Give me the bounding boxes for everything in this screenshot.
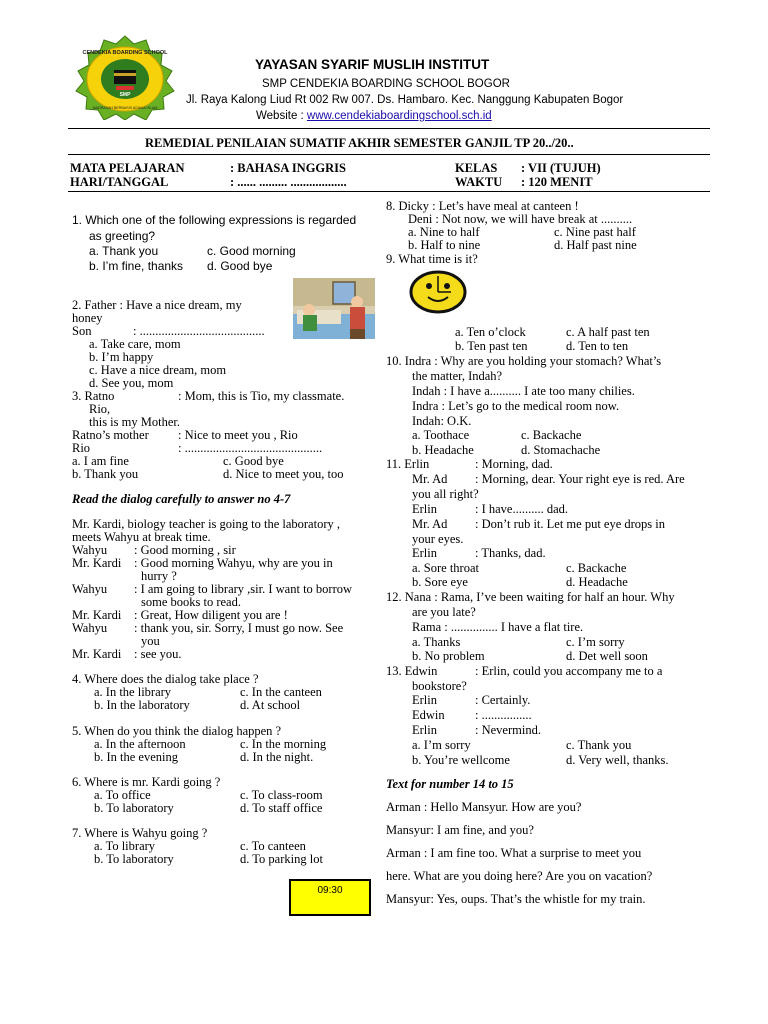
q4-option-b[interactable]: b. In the laboratory <box>94 698 190 712</box>
q11-line: : Don’t rub it. Let me put eye drops in <box>475 517 666 531</box>
q13-speaker: 13. Edwin <box>386 664 438 678</box>
q12-line2: are you late? <box>412 605 476 619</box>
q2-son-value: : ........................................ <box>133 324 265 338</box>
q12-option-b[interactable]: b. No problem <box>412 649 485 663</box>
dialog-line-cont: some books to read. <box>141 595 241 609</box>
q2-option-c[interactable]: c. Have a nice dream, mom <box>89 363 227 377</box>
dialog-speaker: Mr. Kardi <box>72 608 122 622</box>
q3-line2: Rio, <box>89 402 111 416</box>
q8-option-b[interactable]: b. Half to nine <box>408 238 481 252</box>
q12-option-a[interactable]: a. Thanks <box>412 635 461 649</box>
passage-line1: Arman : Hello Mansyur. How are you? <box>386 800 582 814</box>
analog-clock-icon <box>409 270 467 314</box>
dialog-speaker: Mr. Kardi <box>72 556 122 570</box>
q8-line1: 8. Dicky : Let’s have meal at canteen ! <box>386 199 579 213</box>
q9-option-b[interactable]: b. Ten past ten <box>455 339 528 353</box>
q11-speaker: Erlin <box>412 546 437 560</box>
q11-option-c[interactable]: c. Backache <box>566 561 627 575</box>
q7-question: 7. Where is Wahyu going ? <box>72 826 208 840</box>
q3-mother-label: Ratno’s mother <box>72 428 149 442</box>
q10-option-a[interactable]: a. Toothace <box>412 428 470 442</box>
dialog-line: : Good morning , sir <box>134 543 236 557</box>
q13-line: : ................ <box>475 708 532 722</box>
dialog-speaker: Mr. Kardi <box>72 647 122 661</box>
q10-option-c[interactable]: c. Backache <box>521 428 582 442</box>
website-label: Website : <box>256 110 307 122</box>
q1-option-b[interactable]: b. I’m fine, thanks <box>89 259 184 273</box>
q8-line2: Deni : Not now, we will have break at .......... <box>408 212 633 226</box>
class-value: : VII (TUJUH) <box>521 161 601 175</box>
q13-speaker: Edwin <box>412 708 445 722</box>
q11-line: : Thanks, dad. <box>475 546 546 560</box>
q13-line: : Certainly. <box>475 693 531 707</box>
dialog-line: : I am going to library ,sir. I want to borrow <box>134 582 353 596</box>
q3-option-d[interactable]: d. Nice to meet you, too <box>223 467 344 481</box>
passage-line3: Arman : I am fine too. What a surprise to meet you <box>386 846 642 860</box>
q8-option-a[interactable]: a. Nine to half <box>408 225 480 239</box>
q12-option-d[interactable]: d. Det well soon <box>566 649 648 663</box>
q4-question: 4. Where does the dialog take place ? <box>72 672 259 686</box>
q10-line1: 10. Indra : Why are you holding your stomach? What’s <box>386 354 662 368</box>
dialog-intro-line2: meets Wahyu at break time. <box>72 530 211 544</box>
dialog-intro-line1: Mr. Kardi, biology teacher is going to the laboratory , <box>72 517 340 531</box>
bedtime-illustration <box>293 278 375 339</box>
q11-option-a[interactable]: a. Sore throat <box>412 561 479 575</box>
section-heading-4-7: Read the dialog carefully to answer no 4-7 <box>72 492 291 506</box>
time-value: : 120 MENIT <box>521 175 593 189</box>
q12-option-c[interactable]: c. I’m sorry <box>566 635 625 649</box>
passage-line4: here. What are you doing here? Are you on vacation? <box>386 869 653 883</box>
q2-line2: honey <box>72 311 103 325</box>
digital-clock-box <box>289 879 371 916</box>
q13-speaker: Erlin <box>412 723 437 737</box>
q10-line5: Indah: O.K. <box>412 414 472 428</box>
dialog-line: : Great, How diligent you are ! <box>134 608 288 622</box>
q12-line1: 12. Nana : Rama, I’ve been waiting for half an hour. Why <box>386 590 675 604</box>
dialog-line-cont: you <box>141 634 160 648</box>
q6-option-c[interactable]: c. To class-room <box>240 788 323 802</box>
dialog-speaker: Wahyu <box>72 543 108 557</box>
q1-line1: 1. Which one of the following expressions is regarded <box>72 213 357 227</box>
title-divider <box>68 154 710 155</box>
dialog-line: : thank you, sir. Sorry, I must go now. See <box>134 621 344 635</box>
date-label: HARI/TANGGAL <box>70 175 169 189</box>
date-value: : ...... ......... .................. <box>230 175 347 189</box>
q9-option-c[interactable]: c. A half past ten <box>566 325 650 339</box>
meta-divider <box>68 191 710 192</box>
q13-speaker: Erlin <box>412 693 437 707</box>
q11-speaker: Erlin <box>412 502 437 516</box>
q5-option-b[interactable]: b. In the evening <box>94 750 179 764</box>
q13-option-a[interactable]: a. I’m sorry <box>412 738 471 752</box>
q5-option-d[interactable]: d. In the night. <box>240 750 314 764</box>
q11-speaker: 11. Erlin <box>386 457 430 471</box>
logo-top-text: CENDEKIA BOARDING SCHOOL <box>82 50 168 56</box>
q1-line2: as greeting? <box>89 229 156 243</box>
class-label: KELAS <box>455 161 498 175</box>
q11-speaker: Mr. Ad <box>412 472 448 486</box>
q9-option-d[interactable]: d. Ten to ten <box>566 339 629 353</box>
subject-label: MATA PELAJARAN <box>70 161 185 175</box>
q3-option-c[interactable]: c. Good bye <box>223 454 284 468</box>
digital-clock-time: 09:30 <box>317 885 343 896</box>
q3-line3: this is my Mother. <box>89 415 180 429</box>
q11-line: : I have.......... dad. <box>475 502 569 516</box>
q7-option-b[interactable]: b. To laboratory <box>94 852 174 866</box>
q13-option-c[interactable]: c. Thank you <box>566 738 632 752</box>
q6-option-b[interactable]: b. To laboratory <box>94 801 174 815</box>
q11-line: : Morning, dad. <box>475 457 553 471</box>
q7-option-c[interactable]: c. To canteen <box>240 839 306 853</box>
school-logo <box>66 34 184 120</box>
section-heading-14-15: Text for number 14 to 15 <box>386 777 514 791</box>
q11-speaker: Mr. Ad <box>412 517 448 531</box>
q4-option-c[interactable]: c. In the canteen <box>240 685 322 699</box>
q11-option-d[interactable]: d. Headache <box>566 575 628 589</box>
q1-option-c[interactable]: c. Good morning <box>207 244 296 258</box>
q13-line: : Erlin, could you accompany me to a <box>475 664 663 678</box>
school-address: Jl. Raya Kalong Liud Rt 002 Rw 007. Ds. Hambaro. Kec. Nanggung Kabupaten Bogor <box>186 94 624 106</box>
q7-option-a[interactable]: a. To library <box>94 839 156 853</box>
q2-son-label: Son <box>72 324 92 338</box>
q3-mother-value: : Nice to meet you , Rio <box>178 428 298 442</box>
q3-rio-label: Rio <box>72 441 91 455</box>
logo-center-text: SMP <box>119 92 131 98</box>
q1-option-a[interactable]: a. Thank you <box>89 244 159 258</box>
q2-line1: 2. Father : Have a nice dream, my <box>72 298 242 312</box>
q3-line1-label: 3. Ratno <box>72 389 115 403</box>
q3-rio-value: : ............................................ <box>178 441 323 455</box>
header-divider <box>68 128 710 129</box>
q10-line3: Indah : I have a.......... I ate too many chilies. <box>412 384 635 398</box>
q8-option-c[interactable]: c. Nine past half <box>554 225 636 239</box>
q5-question: 5. When do you think the dialog happen ? <box>72 724 282 738</box>
q2-option-d[interactable]: d. See you, mom <box>89 376 174 390</box>
q11-line: : Morning, dear. Your right eye is red. Are <box>475 472 685 486</box>
q13-line: : Nevermind. <box>475 723 541 737</box>
q3-option-a[interactable]: a. I am fine <box>72 454 129 468</box>
q11-option-b[interactable]: b. Sore eye <box>412 575 468 589</box>
q5-option-c[interactable]: c. In the morning <box>240 737 327 751</box>
time-label: WAKTU <box>455 175 503 189</box>
q6-option-d[interactable]: d. To staff office <box>240 801 323 815</box>
website-link[interactable]: www.cendekiaboardingschool.sch.id <box>306 110 492 122</box>
q6-question: 6. Where is mr. Kardi going ? <box>72 775 221 789</box>
q4-option-d[interactable]: d. At school <box>240 698 301 712</box>
q2-option-a[interactable]: a. Take care, mom <box>89 337 181 351</box>
q1-option-d[interactable]: d. Good bye <box>207 259 273 273</box>
q3-line1-value: : Mom, this is Tio, my classmate. <box>178 389 345 403</box>
q9-option-a[interactable]: a. Ten o’clock <box>455 325 526 339</box>
q11-line-cont: your eyes. <box>412 532 464 546</box>
passage-line2: Mansyur: I am fine, and you? <box>386 823 534 837</box>
q4-option-a[interactable]: a. In the library <box>94 685 172 699</box>
q9-question: 9. What time is it? <box>386 252 478 266</box>
subject-value: : BAHASA INGGRIS <box>230 161 346 175</box>
q13-line-cont: bookstore? <box>412 679 467 693</box>
exam-title: REMEDIAL PENILAIAN SUMATIF AKHIR SEMESTER GANJIL TP 20../20.. <box>145 136 574 150</box>
q13-option-d[interactable]: d. Very well, thanks. <box>566 753 669 767</box>
q11-line-cont: you all right? <box>412 487 479 501</box>
q3-option-b[interactable]: b. Thank you <box>72 467 139 481</box>
q6-option-a[interactable]: a. To office <box>94 788 151 802</box>
q13-option-b[interactable]: b. You’re wellcome <box>412 753 510 767</box>
q8-option-d[interactable]: d. Half past nine <box>554 238 637 252</box>
q5-option-a[interactable]: a. In the afternoon <box>94 737 186 751</box>
q10-line2: the matter, Indah? <box>412 369 503 383</box>
q2-option-b[interactable]: b. I’m happy <box>89 350 154 364</box>
dialog-line: : see you. <box>134 647 182 661</box>
dialog-line: : Good morning Wahyu, why are you in <box>134 556 333 570</box>
logo-bottom-text: MADRASAH BERBASIS AGAMA ISLAM <box>92 106 158 110</box>
q10-option-b[interactable]: b. Headache <box>412 443 474 457</box>
q12-line3: Rama : ............... I have a flat tire. <box>412 620 584 634</box>
q7-option-d[interactable]: d. To parking lot <box>240 852 323 866</box>
website-line <box>256 110 492 122</box>
dialog-speaker: Wahyu <box>72 582 108 596</box>
q10-line4: Indra : Let’s go to the medical room now. <box>412 399 620 413</box>
dialog-line-cont: hurry ? <box>141 569 177 583</box>
dialog-speaker: Wahyu <box>72 621 108 635</box>
passage-line5: Mansyur: Yes, oups. That’s the whistle for my train. <box>386 892 646 906</box>
school-name: SMP CENDEKIA BOARDING SCHOOL BOGOR <box>262 78 510 90</box>
q10-option-d[interactable]: d. Stomachache <box>521 443 601 457</box>
foundation-name: YAYASAN SYARIF MUSLIH INSTITUT <box>255 57 490 72</box>
